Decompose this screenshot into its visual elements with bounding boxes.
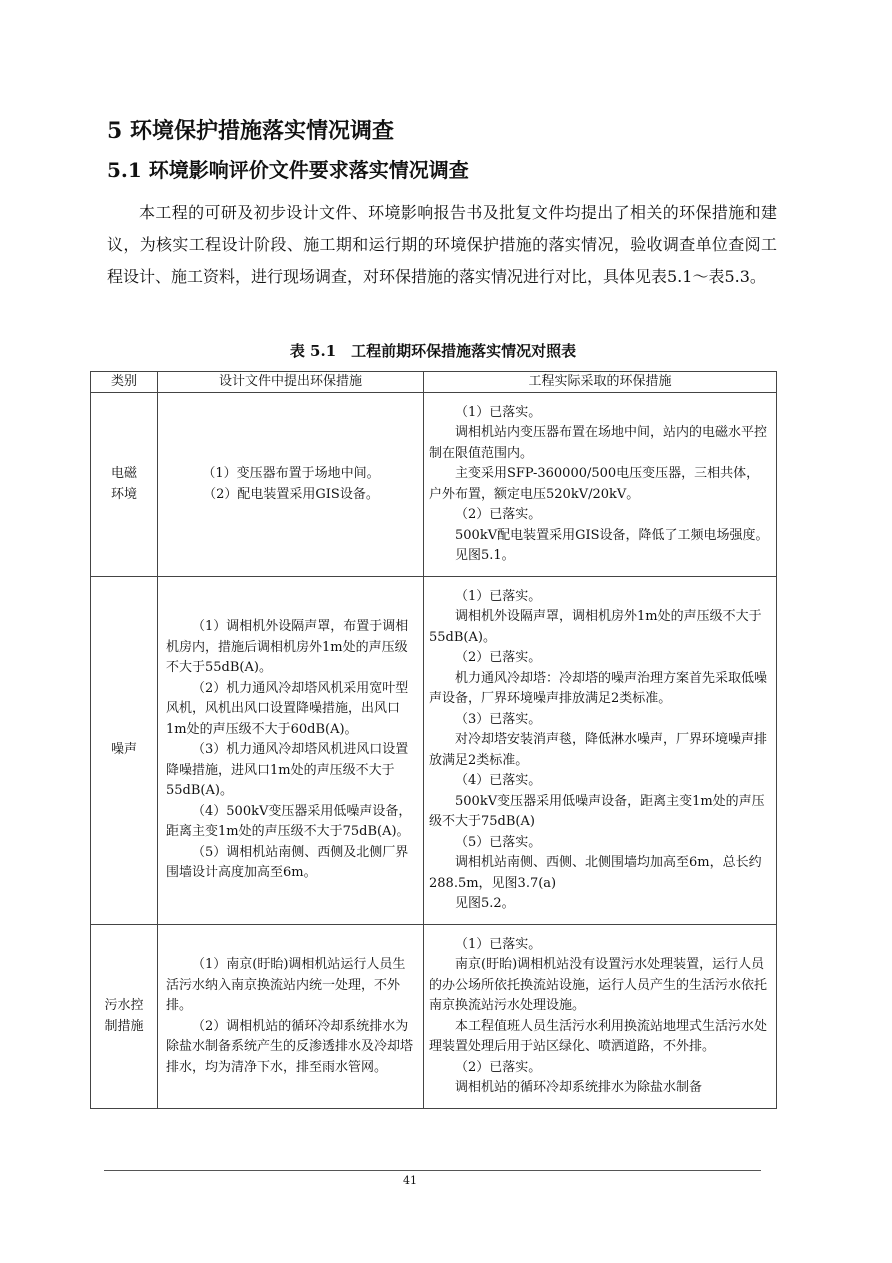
- row-actual-measures: [424, 925, 777, 1109]
- actual-measure-item: 机力通风冷却塔：冷却塔的噪声治理方案首先采取低噪声设备，厂界环境噪声排放满足2类标准。: [429, 670, 768, 706]
- subsection-title: 5.1 环境影响评价文件要求落实情况调查: [107, 158, 469, 182]
- row-category: 污水控 制措施: [91, 925, 158, 1109]
- actual-measure-item: 见图5.2。: [455, 896, 515, 911]
- table-header-row: [91, 372, 777, 393]
- actual-measure-item: （1）已落实。: [455, 936, 542, 952]
- row-actual-measures: [424, 393, 777, 577]
- actual-measure-item: 对冷却塔安装消声毯，降低淋水噪声，厂界环境噪声排放满足2类标准。: [429, 732, 768, 768]
- table-row: [91, 925, 777, 1109]
- row-design-measures: [158, 577, 424, 925]
- actual-measure-item: 500kV配电装置采用GIS设备，降低了工频电场强度。: [455, 527, 769, 543]
- actual-measure-item: 调相机外设隔声罩，调相机房外1m处的声压级不大于55dB(A)。: [429, 609, 762, 645]
- design-measure-item: （2）调相机站的循环冷却系统排水为除盐水制备系统产生的反渗透排水及冷却塔排水，均为清净下水，排至雨水管网。: [166, 1018, 414, 1075]
- table-row: [91, 393, 777, 577]
- actual-measure-item: （1）已落实。: [455, 404, 542, 420]
- actual-measure-item: （2）已落实。: [455, 507, 542, 522]
- header-category: 类别: [91, 372, 158, 393]
- table-caption: 表 5.1 工程前期环保措施落实情况对照表: [289, 342, 577, 360]
- row-design-measures: [158, 393, 424, 577]
- actual-measure-item: 调相机站的循环冷却系统排水为除盐水制备: [455, 1080, 703, 1095]
- actual-measure-item: （2）已落实。: [455, 1059, 542, 1075]
- actual-measure-item: （5）已落实。: [455, 834, 542, 850]
- actual-measure-item: 本工程值班人员生活污水利用换流站地埋式生活污水处理装置处理后用于站区绿化、喷洒道路，不外排。: [429, 1018, 768, 1054]
- measures-table: [90, 371, 777, 1109]
- design-measure-item: （2）配电装置采用GIS设备。: [203, 486, 379, 502]
- design-measure-item: （1）南京(盱眙)调相机站运行人员生活污水纳入南京换流站内统一处理，不外排。: [166, 957, 406, 1013]
- actual-measure-item: 主变采用SFP-360000/500电压变压器，三相共体，户外布置，额定电压520kV/20kV。: [429, 466, 760, 502]
- design-measure-item: （1）变压器布置于场地中间。: [202, 466, 380, 481]
- table-row: [91, 577, 777, 925]
- design-measure-item: （2）机力通风冷却塔风机采用宽叶型风机，风机出风口设置降噪措施，出风口1m处的声压级不大于60dB(A)。: [166, 680, 409, 737]
- actual-measure-item: （2）已落实。: [455, 650, 542, 665]
- design-measure-item: （3）机力通风冷却塔风机进风口设置降噪措施，进风口1m处的声压级不大于55dB(A)。: [166, 742, 409, 799]
- actual-measure-item: 调相机站内变压器布置在场地中间，站内的电磁水平控制在限值范围内。: [429, 425, 768, 461]
- design-measure-item: （1）调相机外设隔声罩，布置于调相机房内，措施后调相机房外1m处的声压级不大于55dB(A)。: [166, 619, 409, 676]
- row-category: 电磁 环境: [91, 393, 158, 577]
- actual-measure-item: 见图5.1。: [455, 548, 515, 563]
- header-design-measures: 设计文件中提出环保措施: [158, 372, 424, 393]
- actual-measure-item: 500kV变压器采用低噪声设备，距离主变1m处的声压级不大于75dB(A): [429, 793, 765, 829]
- actual-measure-item: （4）已落实。: [455, 773, 542, 788]
- footer-divider: [104, 1170, 761, 1171]
- row-category: 噪声: [91, 577, 158, 925]
- actual-measure-item: （3）已落实。: [455, 711, 542, 727]
- table-body: [91, 393, 777, 1109]
- section-title: 5 环境保护措施落实情况调查: [107, 118, 394, 144]
- design-measure-item: （4）500kV变压器采用低噪声设备，距离主变1m处的声压级不大于75dB(A)。: [166, 803, 412, 840]
- row-actual-measures: [424, 577, 777, 925]
- page-number: 41: [403, 1174, 417, 1187]
- design-measure-item: （5）调相机站南侧、西侧及北侧厂界围墙设计高度加高至6m。: [166, 844, 409, 881]
- row-design-measures: [158, 925, 424, 1109]
- actual-measure-item: 调相机站南侧、西侧、北侧围墙均加高至6m，总长约288.5m，见图3.7(a): [429, 855, 762, 891]
- actual-measure-item: （1）已落实。: [455, 588, 542, 604]
- intro-paragraph: 本工程的可研及初步设计文件、环境影响报告书及批复文件均提出了相关的环保措施和建议，为核实工程设计阶段、施工期和运行期的环境保护措施的落实情况，验收调查单位查阅工程设计、施工资料，进行现场调查，对环保措施的落实情况进行对比，具体见表5.1～表5.3。: [107, 203, 777, 286]
- header-actual-measures: 工程实际采取的环保措施: [424, 372, 777, 393]
- actual-measure-item: 南京(盱眙)调相机站没有设置污水处理装置，运行人员的办公场所依托换流站设施，运行人员产生的生活污水依托南京换流站污水处理设施。: [429, 957, 768, 1013]
